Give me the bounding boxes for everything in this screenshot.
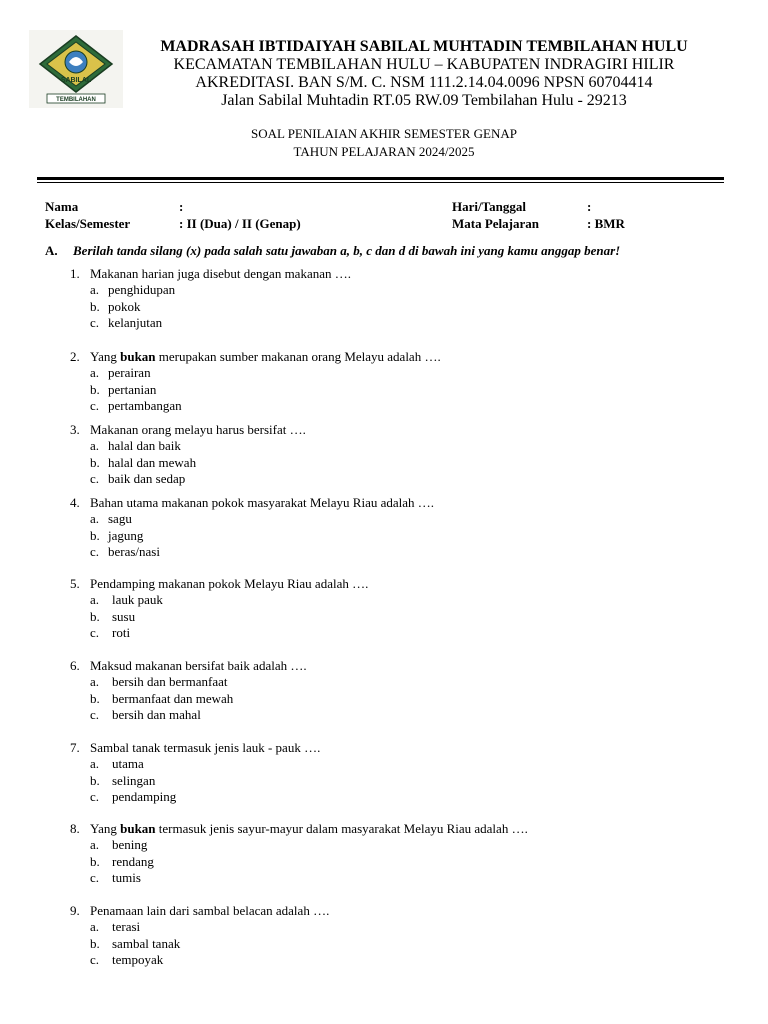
date-label: Hari/Tanggal — [452, 199, 526, 214]
option-b[interactable]: b. jagung — [90, 527, 144, 543]
option-a[interactable]: a. penghidupan — [90, 282, 176, 297]
school-accreditation: AKREDITASI. BAN S/M. C. NSM 111.2.14.04.0096 NPSN 60704414 — [195, 74, 653, 91]
option-a[interactable]: a. bening — [90, 837, 148, 852]
section-letter: A. — [45, 243, 58, 258]
question-8 — [70, 821, 730, 887]
option-c[interactable]: c. beras/nasi — [90, 544, 160, 559]
option-c[interactable]: c. bersih dan mahal — [90, 707, 201, 722]
question-text: Pendamping makanan pokok Melayu Riau adalah …. — [90, 576, 369, 591]
option-c[interactable]: c. pendamping — [90, 789, 177, 804]
option-c[interactable]: c. pertambangan — [90, 398, 182, 413]
option-b[interactable]: b. rendang — [90, 853, 154, 869]
question-3 — [70, 422, 730, 488]
option-b[interactable]: b. halal dan mewah — [90, 454, 197, 470]
option-a[interactable]: a. terasi — [90, 919, 141, 934]
school-address: Jalan Sabilal Muhtadin RT.05 RW.09 Tembilahan Hulu - 29213 — [221, 92, 627, 109]
question-9 — [70, 903, 730, 969]
question-5 — [70, 576, 730, 642]
name-label: Nama — [45, 199, 79, 214]
question-4 — [70, 495, 730, 561]
school-logo — [29, 30, 123, 108]
option-c[interactable]: c. roti — [90, 625, 131, 640]
question-number: 7. — [70, 740, 80, 755]
logo-banner-text: TEMBILAHAN — [56, 97, 96, 103]
option-a[interactable]: a. bersih dan bermanfaat — [90, 674, 228, 689]
exam-title: SOAL PENILAIAN AKHIR SEMESTER GENAP — [250, 126, 518, 141]
header-divider-thin — [37, 182, 724, 183]
question-number: 1. — [70, 266, 80, 281]
school-district: KECAMATAN TEMBILAHAN HULU – KABUPATEN INDRAGIRI HILIR — [173, 56, 675, 73]
option-b[interactable]: b. susu — [90, 608, 136, 624]
question-6 — [70, 658, 730, 724]
subject-value: : BMR — [587, 216, 625, 231]
option-a[interactable]: a. utama — [90, 756, 144, 771]
question-1 — [70, 266, 730, 332]
subject-label: Mata Pelajaran — [452, 216, 540, 231]
name-value[interactable]: : — [179, 199, 184, 214]
question-7 — [70, 740, 730, 806]
option-a[interactable]: a. halal dan baik — [90, 438, 181, 453]
option-b[interactable]: b. selingan — [90, 772, 156, 788]
option-a[interactable]: a. lauk pauk — [90, 592, 163, 607]
question-number: 5. — [70, 576, 80, 591]
option-c[interactable]: c. tumis — [90, 870, 141, 885]
question-number: 9. — [70, 903, 80, 918]
logo-text: SABILAL — [60, 77, 92, 84]
question-number: 4. — [70, 495, 80, 510]
option-b[interactable]: b. pertanian — [90, 381, 157, 397]
question-number: 8. — [70, 821, 80, 836]
school-name: MADRASAH IBTIDAIYAH SABILAL MUHTADIN TEMBILAHAN HULU — [160, 38, 688, 55]
question-text: Sambal tanak termasuk jenis lauk - pauk …. — [90, 740, 321, 755]
question-text: Bahan utama makanan pokok masyarakat Melayu Riau adalah …. — [90, 495, 435, 510]
class-label: Kelas/Semester — [45, 216, 131, 231]
option-b[interactable]: b. sambal tanak — [90, 935, 181, 951]
question-text: Maksud makanan bersifat baik adalah …. — [90, 658, 307, 673]
option-c[interactable]: c. kelanjutan — [90, 315, 163, 330]
question-text: Makanan harian juga disebut dengan makanan …. — [90, 266, 351, 281]
question-text: Yang bukan merupakan sumber makanan orang Melayu adalah …. — [90, 349, 441, 364]
option-b[interactable]: b. bermanfaat dan mewah — [90, 690, 234, 706]
question-number: 3. — [70, 422, 80, 437]
class-value: : II (Dua) / II (Genap) — [179, 216, 301, 231]
option-c[interactable]: c. tempoyak — [90, 952, 164, 967]
question-number: 2. — [70, 349, 80, 364]
question-text: Makanan orang melayu harus bersifat …. — [90, 422, 306, 437]
option-b[interactable]: b. pokok — [90, 298, 141, 314]
option-a[interactable]: a. perairan — [90, 365, 151, 380]
question-2 — [70, 349, 730, 415]
option-a[interactable]: a. sagu — [90, 511, 132, 526]
header-divider-thick — [37, 177, 724, 180]
date-value[interactable]: : — [587, 199, 592, 214]
question-number: 6. — [70, 658, 80, 673]
question-text: Penamaan lain dari sambal belacan adalah …. — [90, 903, 330, 918]
question-text: Yang bukan termasuk jenis sayur-mayur dalam masyarakat Melayu Riau adalah …. — [90, 821, 528, 836]
section-instruction: Berilah tanda silang (x) pada salah satu jawaban a, b, c dan d di bawah ini yang kamu anggap benar! — [73, 243, 621, 258]
option-c[interactable]: c. baik dan sedap — [90, 471, 186, 486]
exam-year: TAHUN PELAJARAN 2024/2025 — [293, 144, 475, 159]
